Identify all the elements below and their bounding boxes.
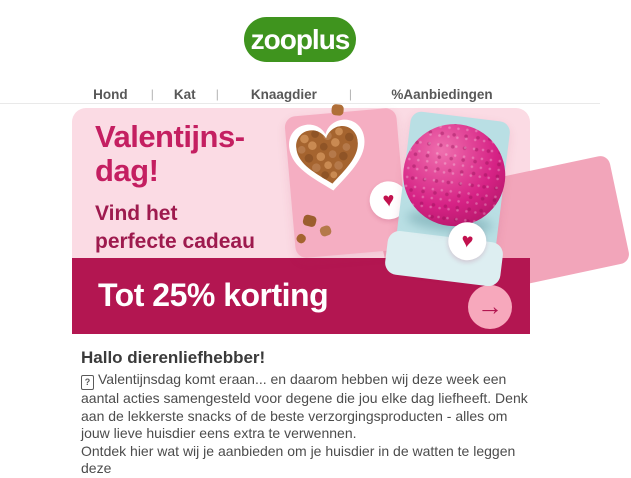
banner-text-block: [95, 120, 255, 256]
category-nav: [70, 84, 532, 104]
kibble-bit: [331, 104, 344, 116]
nav-item-hond[interactable]: Hond: [93, 86, 128, 102]
zooplus-logo-text: zooplus: [250, 23, 350, 55]
nav-separator: |: [215, 87, 219, 101]
heart-icon: ♥: [460, 229, 475, 253]
valentine-banner[interactable]: [72, 108, 530, 334]
nav-separator: |: [150, 87, 154, 101]
nav-item-aanbiedingen[interactable]: %Aanbiedingen: [391, 86, 493, 102]
banner-subtitle-line2: perfecte cadeau: [95, 230, 255, 253]
missing-glyph-box: ?: [81, 375, 94, 390]
banner-title: [95, 120, 255, 188]
zooplus-logo[interactable]: [244, 17, 356, 62]
nav-separator: |: [348, 87, 352, 101]
kibble-bit: [295, 232, 308, 245]
banner-title-line2: dag!: [95, 153, 159, 188]
nav-item-kat[interactable]: Kat: [173, 86, 196, 102]
nav-item-knaagdier[interactable]: Knaagdier: [250, 86, 317, 102]
heart-bowl-graphic: [280, 110, 377, 203]
banner-title-line1: Valentijns-: [95, 119, 245, 154]
arrow-icon: →: [477, 291, 503, 321]
banner-subtitle-line1: Vind het: [95, 202, 178, 225]
intro-copy: [81, 371, 536, 478]
header-divider: [0, 103, 600, 104]
kibble-bit: [319, 224, 333, 237]
heart-icon: ♥: [381, 188, 396, 212]
outro-paragraph: Ontdek hier wat wij je aanbieden om je huisdier in de watten te leggen deze: [81, 442, 516, 477]
intro-paragraph: [81, 371, 536, 443]
arrow-button[interactable]: [468, 285, 512, 329]
greeting-heading: Hallo dierenliefhebber!: [81, 348, 266, 367]
toy-card: [393, 110, 511, 276]
banner-subtitle: [95, 200, 255, 256]
discount-text: Tot 25% korting: [98, 276, 329, 313]
intro-paragraph-text: Valentijnsdag komt eraan... en daarom hebben wij deze week een aantal acties samengesteld voor degene die jou elke dag liefheeft. Denk aan de lekkerste snacks of de beste verzorgingsproducten - alles om jouw lieve huisdier eens extra te verwennen.: [81, 371, 528, 442]
kibble-bit: [302, 214, 317, 228]
